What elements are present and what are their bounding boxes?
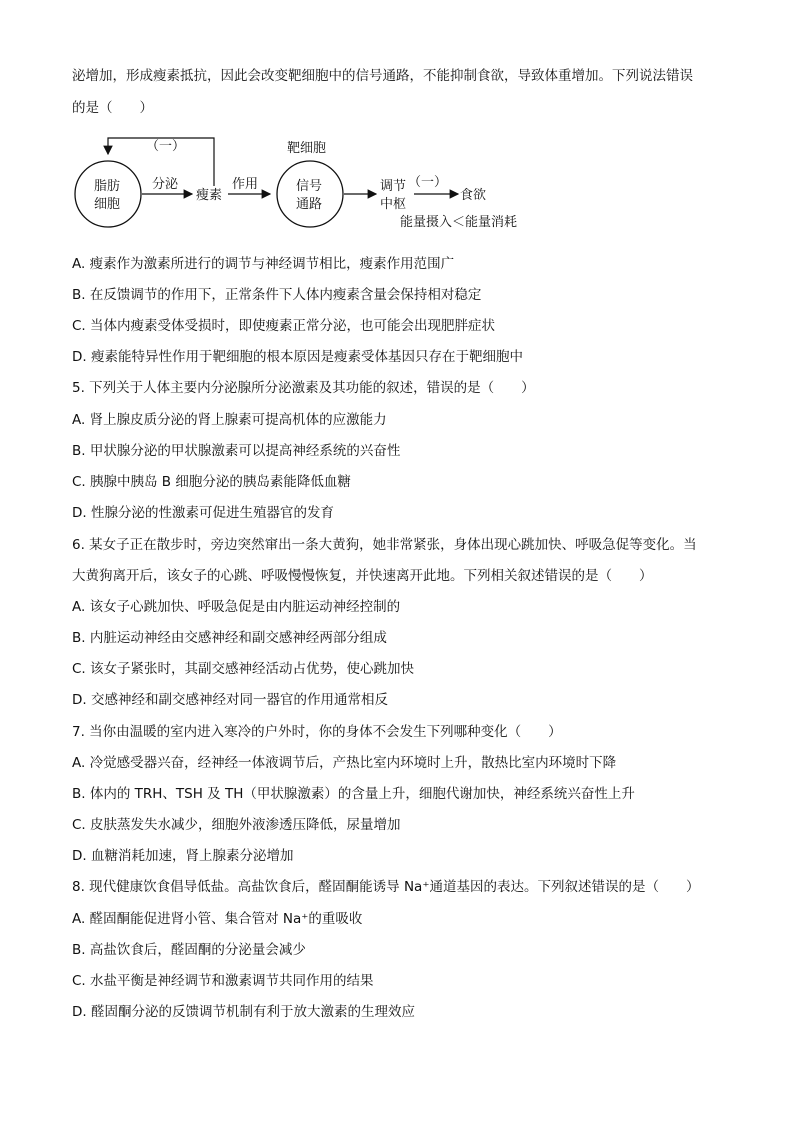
feedback-sign: （一） bbox=[146, 139, 186, 154]
act-label: 作用 bbox=[232, 177, 259, 192]
q5-option-b: B. 甲状腺分泌的甲状腺激素可以提高神经系统的兴奋性 bbox=[72, 443, 401, 459]
q6-option-d: D. 交感神经和副交感神经对同一器官的作用通常相反 bbox=[72, 692, 388, 708]
appetite-label: 食欲 bbox=[460, 188, 487, 203]
energy-balance-label: 能量摄入＜能量消耗 bbox=[400, 215, 518, 230]
q8-option-a: A. 醛固酮能促进肾小管、集合管对 Na⁺的重吸收 bbox=[72, 911, 363, 927]
q5-stem: 5. 下列关于人体主要内分泌腺所分泌激素及其功能的叙述，错误的是（ ） bbox=[72, 380, 535, 396]
fat-cell-circle bbox=[75, 161, 141, 227]
q7-stem: 7. 当你由温暖的室内进入寒冷的户外时，你的身体不会发生下列哪种变化（ ） bbox=[72, 724, 562, 740]
q4-stem-line-2: 的是（ ） bbox=[72, 100, 153, 116]
q7-option-c: C. 皮肤蒸发失水减少，细胞外液渗透压降低，尿量增加 bbox=[72, 817, 401, 833]
target-cell-circle bbox=[277, 161, 343, 227]
q8-option-b: B. 高盐饮食后，醛固酮的分泌量会减少 bbox=[72, 942, 306, 958]
fat-cell-label-2: 细胞 bbox=[94, 197, 121, 212]
regulation-center-label-1: 调节 bbox=[380, 179, 407, 194]
q8-option-c: C. 水盐平衡是神经调节和激素调节共同作用的结果 bbox=[72, 973, 374, 989]
secrete-label: 分泌 bbox=[152, 177, 179, 192]
signal-pathway-label-2: 通路 bbox=[296, 197, 323, 212]
fat-cell-label-1: 脂肪 bbox=[94, 179, 121, 194]
q4-option-d: D. 瘦素能特异性作用于靶细胞的根本原因是瘦素受体基因只存在于靶细胞中 bbox=[72, 349, 523, 365]
q5-option-c: C. 胰腺中胰岛 B 细胞分泌的胰岛素能降低血糖 bbox=[72, 474, 351, 490]
q5-option-a: A. 肾上腺皮质分泌的肾上腺素可提高机体的应激能力 bbox=[72, 412, 387, 428]
q7-option-a: A. 冷觉感受器兴奋，经神经一体液调节后，产热比室内环境时上升，散热比室内环境时下降 bbox=[72, 755, 617, 771]
q6-stem-line-2: 大黄狗离开后，该女子的心跳、呼吸慢慢恢复，并快速离开此地。下列相关叙述错误的是（ ） bbox=[72, 568, 653, 584]
regulation-sign: （一） bbox=[408, 175, 448, 190]
regulation-center-label-2: 中枢 bbox=[380, 197, 407, 212]
q6-stem-line-1: 6. 某女子正在散步时，旁边突然窜出一条大黄狗，她非常紧张，身体出现心跳加快、呼吸急促等变化。当 bbox=[72, 537, 697, 553]
leptin-label: 瘦素 bbox=[196, 188, 223, 203]
q7-option-b: B. 体内的 TRH、TSH 及 TH（甲状腺激素）的含量上升，细胞代谢加快，神经系统兴奋性上升 bbox=[72, 786, 635, 802]
leptin-regulation-diagram bbox=[72, 128, 552, 238]
q6-option-b: B. 内脏运动神经由交感神经和副交感神经两部分组成 bbox=[72, 630, 387, 646]
q5-option-d: D. 性腺分泌的性激素可促进生殖器官的发育 bbox=[72, 505, 334, 521]
q8-option-d: D. 醛固酮分泌的反馈调节机制有利于放大激素的生理效应 bbox=[72, 1004, 415, 1020]
q4-option-c: C. 当体内瘦素受体受损时，即使瘦素正常分泌，也可能会出现肥胖症状 bbox=[72, 318, 496, 334]
q7-option-d: D. 血糖消耗加速，肾上腺素分泌增加 bbox=[72, 848, 294, 864]
target-cell-title: 靶细胞 bbox=[287, 141, 327, 156]
q8-stem: 8. 现代健康饮食倡导低盐。高盐饮食后，醛固酮能诱导 Na⁺通道基因的表达。下列叙述错误的是（ ） bbox=[72, 879, 700, 895]
q4-option-a: A. 瘦素作为激素所进行的调节与神经调节相比，瘦素作用范围广 bbox=[72, 256, 455, 272]
q4-stem-line-1: 泌增加，形成瘦素抵抗，因此会改变靶细胞中的信号通路，不能抑制食欲，导致体重增加。下列说法错误 bbox=[72, 68, 693, 84]
q6-option-a: A. 该女子心跳加快、呼吸急促是由内脏运动神经控制的 bbox=[72, 599, 401, 615]
q4-option-b: B. 在反馈调节的作用下，正常条件下人体内瘦素含量会保持相对稳定 bbox=[72, 287, 482, 303]
signal-pathway-label-1: 信号 bbox=[296, 179, 323, 194]
q6-option-c: C. 该女子紧张时，其副交感神经活动占优势，使心跳加快 bbox=[72, 661, 415, 677]
